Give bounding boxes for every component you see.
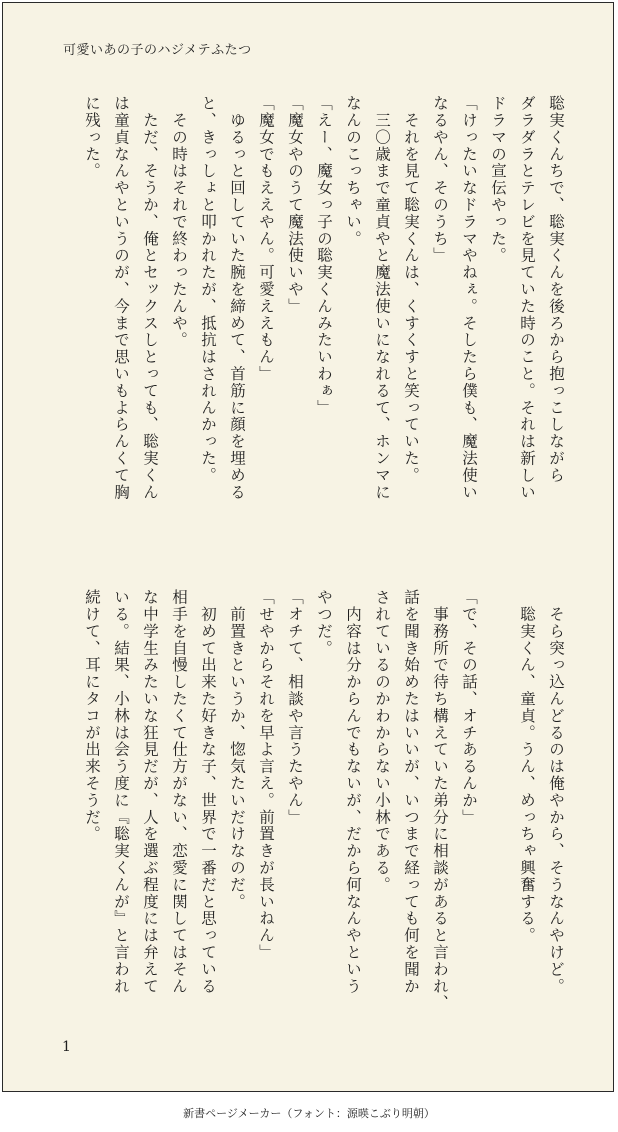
text-line: 「えー、魔女っ子の聡実くんみたいわぁ」 [315,95,333,417]
text-line: ゆるっと回していた腕を締めて、首筋に顔を埋める [228,95,246,501]
text-line: に残った。 [83,95,101,180]
footer-caption: 新書ページメーカー（フォント：源暎こぶり明朝） [183,1107,435,1120]
text-line: 三〇歳まで童貞やと魔法使いになれるて、ホンマに [373,95,391,501]
text-line: いる。結果、小林は会う度に『聡実くんが』と言われ [112,589,130,995]
running-title: 可愛いあの子のハジメテふたつ [63,43,252,58]
text-line: と、きっしょと叩かれたが、抵抗はされんかった。 [199,95,217,484]
text-line: 「魔女やのうて魔法使いや」 [286,95,304,315]
text-line: 相手を自慢したくて仕方がない、恋愛に関してはそん [170,589,188,995]
text-line: ドラマの宣伝やった。 [489,95,507,264]
text-line: 「オチて、相談や言うたやん」 [286,589,304,826]
text-line: ただ、そうか、俺とセックスしとっても、聡実くん [141,95,159,501]
text-line: なるやん、そのうち」 [431,95,449,264]
text-line: 前置きというか、惚気たいだけなのだ。 [228,589,246,911]
text-line: 事務所で待ち構えていた弟分に相談があると言われ、 [431,589,449,1012]
text-line: その時はそれで終わったんや。 [170,95,188,349]
text-line: なんのこっちゃい。 [344,95,362,248]
text-line: 続けて、耳にタコが出来そうだ。 [83,589,101,843]
text-line: は童貞なんやというのが、今まで思いもよらんくて胸 [112,95,130,501]
text-line: やつだ。 [315,589,333,657]
text-line: されているのかわからない小林である。 [373,589,391,894]
blank-line [483,589,512,1029]
text-line: ダラダラとテレビを見ていた時のこと。それは新しい [518,95,536,501]
text-column-bottom [50,589,570,1029]
text-line: 聡実くんちで、聡実くんを後ろから抱っこしながら [547,95,565,484]
text-line: それを見て聡実くんは、くすくすと笑っていた。 [402,95,420,484]
text-line: 聡実くん、童貞。うん、めっちゃ興奮する。 [518,589,536,944]
page-number: 1 [62,1039,71,1055]
text-line: そら突っ込んどるのは俺やから、そうなんやけど。 [547,589,565,995]
novel-page [2,2,614,1092]
text-line: 内容は分からんでもないが、だから何なんやという [344,589,362,995]
text-line: 「で、その話、オチあるんか」 [460,589,478,826]
text-line: 「魔女でもええやん。可愛ええもん」 [257,95,275,383]
text-line: 「けったいなドラマやねぇ。そしたら僕も、魔法使い [460,95,478,501]
text-line: 「せやからそれを早よ言え。前置きが長いねん」 [257,589,275,961]
text-column-top [50,95,570,535]
text-line: 初めて出来た好きな子、世界で一番だと思っている [199,589,217,995]
text-line: な中学生みたいな狂見だが、人を選ぶ程度には弁えて [141,589,159,995]
text-line: 話を聞き始めたはいいが、いつまで経っても何を聞か [402,589,420,995]
